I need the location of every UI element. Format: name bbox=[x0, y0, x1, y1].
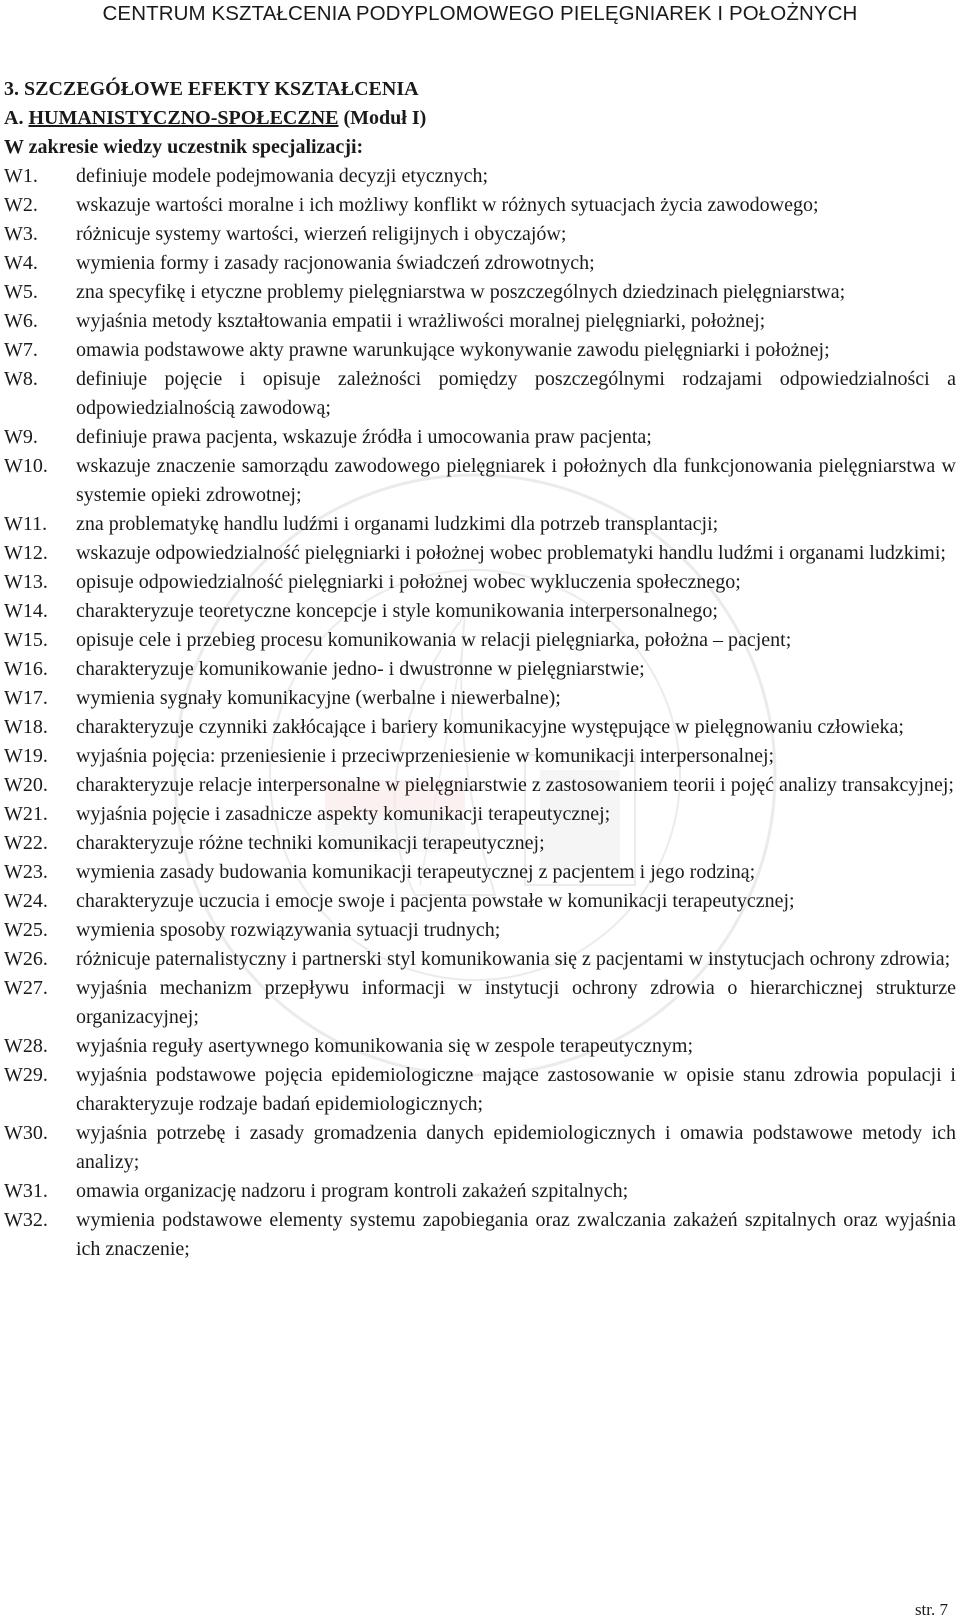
list-item bbox=[4, 539, 956, 568]
list-item bbox=[4, 1032, 956, 1061]
item-text: charakteryzuje relacje interpersonalne w pielęgniarstwie z zastosowaniem teorii i pojęć analizy transakcyjnej; bbox=[76, 774, 954, 796]
module-name: HUMANISTYCZNO-SPOŁECZNE bbox=[28, 107, 339, 129]
item-code: W2. bbox=[4, 194, 38, 216]
scope-heading: W zakresie wiedzy uczestnik specjalizacji: bbox=[4, 136, 364, 158]
module-heading bbox=[4, 104, 956, 133]
item-text: wskazuje wartości moralne i ich możliwy konflikt w różnych sytuacjach życia zawodowego; bbox=[76, 194, 819, 216]
item-text: różnicuje paternalistyczny i partnerski styl komunikowania się z pacjentami w instytucjach ochrony zdrowia; bbox=[76, 948, 951, 970]
item-text: wyjaśnia mechanizm przepływu informacji w instytucji ochrony zdrowia o hierarchicznej strukturze organizacyjnej; bbox=[76, 977, 956, 1028]
list-item bbox=[4, 365, 956, 423]
item-text: opisuje odpowiedzialność pielęgniarki i położnej wobec wykluczenia społecznego; bbox=[76, 571, 741, 593]
list-item bbox=[4, 162, 956, 191]
item-code: W17. bbox=[4, 687, 48, 709]
list-item bbox=[4, 1061, 956, 1119]
item-code: W10. bbox=[4, 455, 48, 477]
item-code: W9. bbox=[4, 426, 38, 448]
item-text: wymienia formy i zasady racjonowania świadczeń zdrowotnych; bbox=[76, 252, 595, 274]
item-code: W16. bbox=[4, 658, 48, 680]
item-code: W14. bbox=[4, 600, 48, 622]
list-item bbox=[4, 713, 956, 742]
item-text: wskazuje odpowiedzialność pielęgniarki i położnej wobec problematyki handlu ludźmi i organami ludzkimi; bbox=[76, 542, 946, 564]
list-item bbox=[4, 800, 956, 829]
item-code: W11. bbox=[4, 513, 48, 535]
item-code: W32. bbox=[4, 1209, 48, 1231]
list-item bbox=[4, 568, 956, 597]
list-item bbox=[4, 771, 956, 800]
item-text: omawia organizację nadzoru i program kontroli zakażeń szpitalnych; bbox=[76, 1180, 629, 1202]
item-code: W15. bbox=[4, 629, 48, 651]
item-text: charakteryzuje uczucia i emocje swoje i pacjenta powstałe w komunikacji terapeutycznej; bbox=[76, 890, 795, 912]
item-code: W4. bbox=[4, 252, 38, 274]
item-text: charakteryzuje teoretyczne koncepcje i style komunikowania interpersonalnego; bbox=[76, 600, 718, 622]
item-text: wymienia sposoby rozwiązywania sytuacji trudnych; bbox=[76, 919, 501, 941]
item-text: wyjaśnia potrzebę i zasady gromadzenia danych epidemiologicznych i omawia podstawowe metody ich analizy; bbox=[76, 1122, 956, 1173]
item-code: W26. bbox=[4, 948, 48, 970]
item-text: definiuje modele podejmowania decyzji etycznych; bbox=[76, 165, 489, 187]
item-text: wyjaśnia metody kształtowania empatii i wrażliwości moralnej pielęgniarki, położnej; bbox=[76, 310, 766, 332]
item-text: charakteryzuje komunikowanie jedno- i dwustronne w pielęgniarstwie; bbox=[76, 658, 645, 680]
list-item bbox=[4, 974, 956, 1032]
list-item bbox=[4, 626, 956, 655]
list-item bbox=[4, 423, 956, 452]
list-item bbox=[4, 510, 956, 539]
list-item bbox=[4, 278, 956, 307]
learning-outcomes-list bbox=[4, 162, 956, 1264]
item-text: wymienia zasady budowania komunikacji terapeutycznej z pacjentem i jego rodziną; bbox=[76, 861, 756, 883]
item-text: zna specyfikę i etyczne problemy pielęgniarstwa w poszczególnych dziedzinach pielęgniarstwa; bbox=[76, 281, 846, 303]
item-code: W7. bbox=[4, 339, 38, 361]
list-item bbox=[4, 1206, 956, 1264]
item-code: W13. bbox=[4, 571, 48, 593]
item-code: W12. bbox=[4, 542, 48, 564]
list-item bbox=[4, 307, 956, 336]
list-item bbox=[4, 945, 956, 974]
list-item bbox=[4, 916, 956, 945]
item-code: W6. bbox=[4, 310, 38, 332]
module-prefix: A. bbox=[4, 107, 29, 129]
item-code: W24. bbox=[4, 890, 48, 912]
item-code: W23. bbox=[4, 861, 48, 883]
item-text: omawia podstawowe akty prawne warunkujące wykonywanie zawodu pielęgniarki i położnej; bbox=[76, 339, 830, 361]
list-item bbox=[4, 858, 956, 887]
list-item bbox=[4, 887, 956, 916]
item-code: W29. bbox=[4, 1064, 48, 1086]
item-code: W28. bbox=[4, 1035, 48, 1057]
item-text: wyjaśnia pojęcie i zasadnicze aspekty komunikacji terapeutycznej; bbox=[76, 803, 611, 825]
list-item bbox=[4, 249, 956, 278]
item-text: charakteryzuje czynniki zakłócające i bariery komunikacyjne występujące w pielęgnowaniu człowieka; bbox=[76, 716, 904, 738]
item-text: wyjaśnia podstawowe pojęcia epidemiologiczne mające zastosowanie w opisie stanu zdrowia populacji i charakteryzuje rodzaje badań epidemiologicznych; bbox=[76, 1064, 956, 1115]
list-item bbox=[4, 684, 956, 713]
list-item bbox=[4, 336, 956, 365]
item-text: wyjaśnia pojęcia: przeniesienie i przeciwprzeniesienie w komunikacji interpersonalnej; bbox=[76, 745, 775, 767]
item-text: różnicuje systemy wartości, wierzeń religijnych i obyczajów; bbox=[76, 223, 567, 245]
list-item bbox=[4, 742, 956, 771]
page-header: CENTRUM KSZTAŁCENIA PODYPLOMOWEGO PIELĘGNIAREK I POŁOŻNYCH bbox=[102, 2, 858, 25]
item-code: W19. bbox=[4, 745, 48, 767]
item-text: zna problematykę handlu ludźmi i organami ludzkimi dla potrzeb transplantacji; bbox=[76, 513, 719, 535]
item-code: W5. bbox=[4, 281, 38, 303]
list-item bbox=[4, 829, 956, 858]
list-item bbox=[4, 191, 956, 220]
list-item bbox=[4, 1119, 956, 1177]
item-code: W8. bbox=[4, 368, 38, 390]
document-body bbox=[4, 75, 956, 1264]
item-text: definiuje prawa pacjenta, wskazuje źródła i umocowania praw pacjenta; bbox=[76, 426, 652, 448]
item-code: W20. bbox=[4, 774, 48, 796]
item-code: W1. bbox=[4, 165, 38, 187]
item-text: definiuje pojęcie i opisuje zależności pomiędzy poszczególnymi rodzajami odpowiedzialności a odpowiedzialnością zawodową; bbox=[76, 368, 956, 419]
item-text: charakteryzuje różne techniki komunikacji terapeutycznej; bbox=[76, 832, 545, 854]
item-text: opisuje cele i przebieg procesu komunikowania w relacji pielęgniarka, położna – pacjent; bbox=[76, 629, 792, 651]
item-text: wymienia sygnały komunikacyjne (werbalne i niewerbalne); bbox=[76, 687, 561, 709]
item-code: W31. bbox=[4, 1180, 48, 1202]
section-title: 3. SZCZEGÓŁOWE EFEKTY KSZTAŁCENIA bbox=[4, 78, 419, 100]
list-item bbox=[4, 1177, 956, 1206]
item-code: W21. bbox=[4, 803, 48, 825]
item-text: wymienia podstawowe elementy systemu zapobiegania oraz zwalczania zakażeń szpitalnych oraz wyjaśnia ich znaczenie; bbox=[76, 1209, 956, 1260]
list-item bbox=[4, 220, 956, 249]
list-item bbox=[4, 597, 956, 626]
item-code: W22. bbox=[4, 832, 48, 854]
item-code: W30. bbox=[4, 1122, 48, 1144]
item-text: wskazuje znaczenie samorządu zawodowego pielęgniarek i położnych dla funkcjonowania pielęgniarstwa w systemie opieki zdrowotnej; bbox=[76, 455, 956, 506]
list-item bbox=[4, 452, 956, 510]
item-code: W27. bbox=[4, 977, 48, 999]
list-item bbox=[4, 655, 956, 684]
item-code: W3. bbox=[4, 223, 38, 245]
page-number: str. 7 bbox=[914, 1600, 948, 1619]
module-suffix: (Moduł I) bbox=[338, 107, 427, 129]
item-text: wyjaśnia reguły asertywnego komunikowania się w zespole terapeutycznym; bbox=[76, 1035, 694, 1057]
item-code: W25. bbox=[4, 919, 48, 941]
item-code: W18. bbox=[4, 716, 48, 738]
